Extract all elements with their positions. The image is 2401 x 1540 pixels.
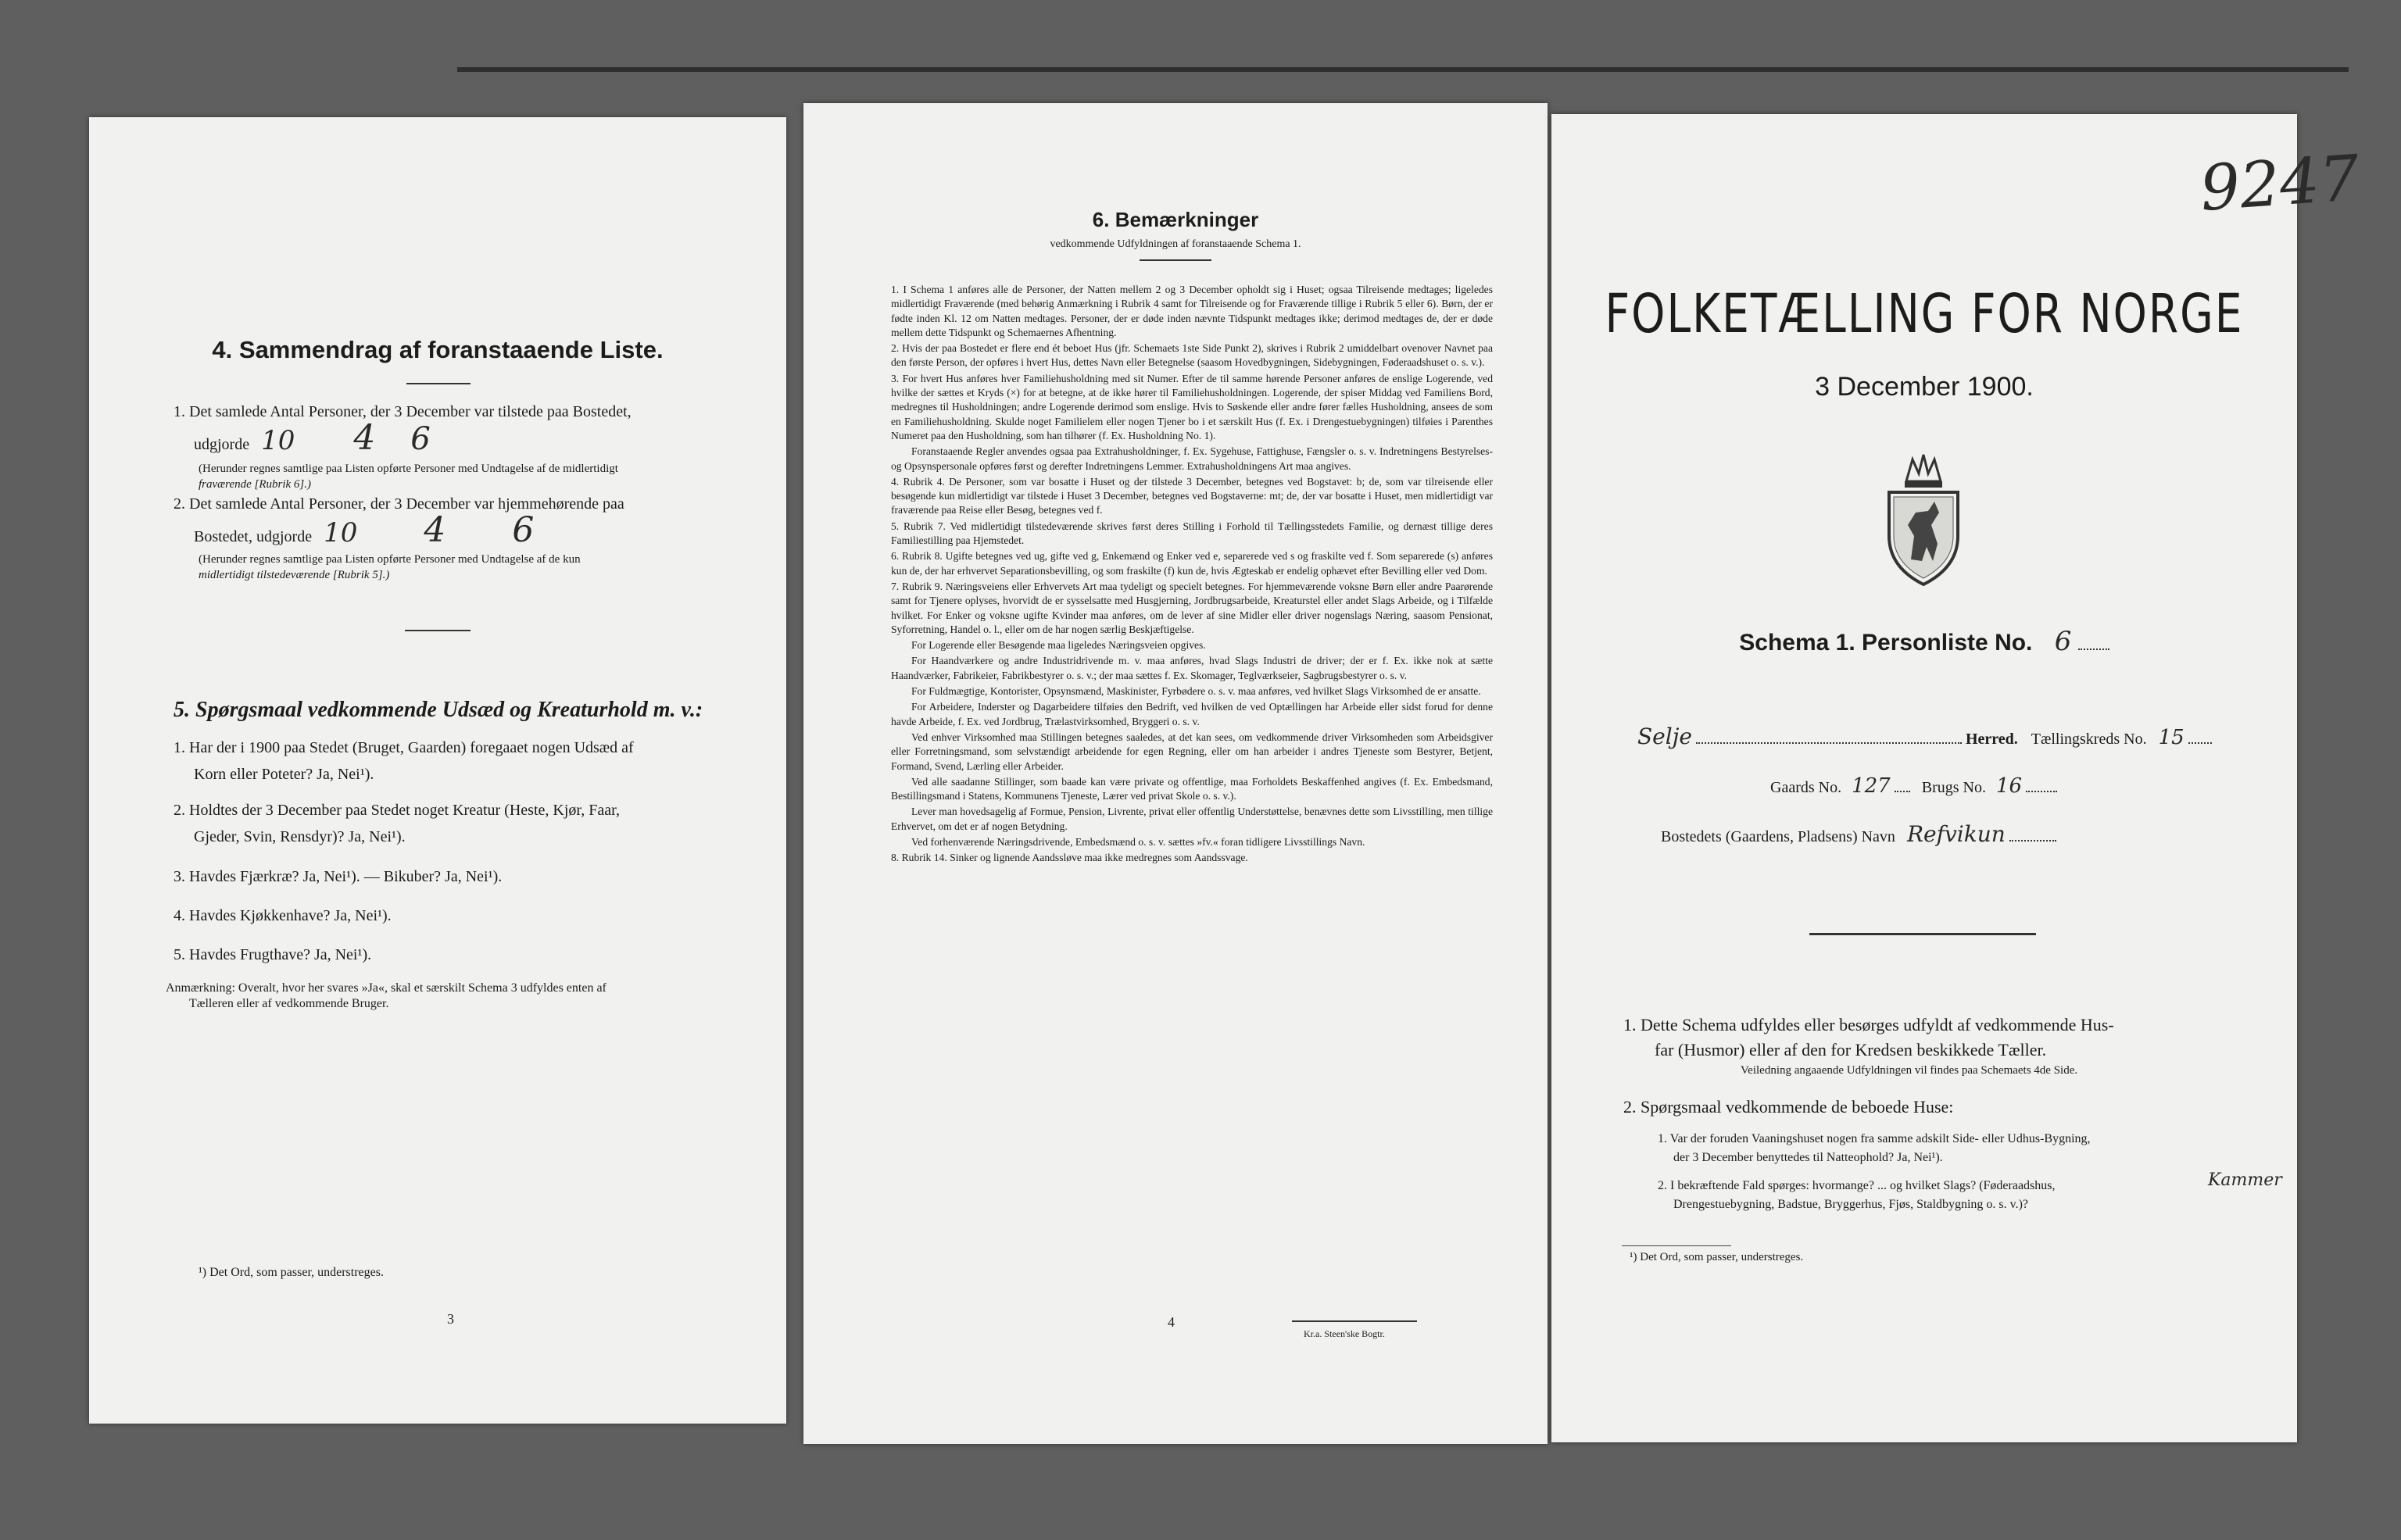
q2-line1: 2. Holdtes der 3 December paa Stedet noget Kreatur (Heste, Kjør, Faar, [174,802,620,819]
section4-end-rule [405,630,471,631]
remarks-title: 6. Bemærkninger [1092,208,1259,231]
section5-q2 [174,797,768,850]
item1-line1: 1. Det samlede Antal Personer, der 3 December var tilstede paa Bostedet, [174,403,632,420]
schema-hw-number: 6 [2054,626,2072,657]
inst2-q2-line1: 2. I bekræftende Fald spørges: hvormange? ... og hvilket Slags? (Føderaadshus, [1658,1179,2056,1192]
remark-paragraph: Lever man hovedsagelig af Formue, Pension, Livrente, privat eller offentlig Understøttelse, benævnes dette som Livsstilling, men tillige Erhvervet, om det er af nogen Betydning. [891,806,1493,832]
remark-paragraph: Ved enhver Virksomhed maa Stillingen betegnes saaledes, at det kan sees, om vedkommende driver Virksomheden som Arbeidsgiver eller Forretningsmand, som selvstændigt arbeidende for egen Regning, eller om han arbeider i andres Tjeneste som Bestyrer, Betjent, Formand, Svend, Lærling eller Arbeider. [891,731,1493,772]
section5-q3: 3. Havdes Fjærkræ? Ja, Nei¹). — Bikuber? Ja, Nei¹). [174,868,503,885]
item1-note-line1: (Herunder regnes samtlige paa Listen opførte Personer med Undtagelse af de midlertidigt [199,463,618,475]
remark-paragraph: 6. Rubrik 8. Ugifte betegnes ved ug, gifte ved g, Enkemænd og Enker ved e, separerede ved s og fraskilte ved f. Som separerede (s) anføres kun de, der har erhvervet Separationsbevilling, og som fraskilte (f) kun de, hvis Ægteskab er endelig ophævet efter Bevilling eller ved Dom. [891,550,1493,577]
gaards-hw: 127 [1852,774,1891,798]
item2-note-line2: midlertidigt tilstedeværende [Rubrik 5].) [199,569,390,581]
note-line1: Anmærkning: Overalt, hvor her svares »Ja«, skal et særskilt Schema 3 udfyldes enten af [166,981,607,995]
brugs-hw: 16 [1995,774,2023,798]
remark-paragraph: For Arbeidere, Inderster og Dagarbeidere tilføies den Bedrift, ved hvilken de ved Optællingen har Arbeide eller sidst forud for denne havde Arbeide, f. Ex. ved Jordbrug, Trælastvirksomhed, Bryggeri o. s. v. [891,701,1493,727]
item2-hw-total: 10 [324,517,358,548]
section5-q5: 5. Havdes Frugthave? Ja, Nei¹). [174,946,372,963]
section5-q4: 4. Havdes Kjøkkenhave? Ja, Nei¹). [174,907,392,924]
section4-item1 [174,398,744,458]
gaards-line [1770,774,2057,798]
coat-of-arms-icon [1877,450,1970,591]
section5-title: 5. Spørgsmaal vedkommende Udsæd og Kreaturhold m. v.: [174,698,703,722]
kreds-label: Tællingskreds No. [2031,731,2147,748]
schema-line [1551,626,2297,657]
instruction-1 [1623,1013,2264,1078]
item1-label: udgjorde [194,436,250,453]
inst2-hw: Kammer [2208,1170,2282,1190]
note-line2: Tælleren eller af vedkommende Bruger. [189,997,389,1010]
item1-hw-b: 6 [410,421,431,457]
remark-paragraph: For Haandværkere og andre Industridrivende m. v. maa anføres, hvad Slags Industri de driver; der er f. Ex. ikke nok at sætte Haandværker, Fabrikeier, Fabrikbestyrer o. s. v.; der maa sættes f. Ex. Skomager, Teglværkseier, Sagbrugsbestyrer o. s. v. [891,655,1493,681]
census-date: 3 December 1900. [1815,372,2034,402]
printer-rule [1292,1320,1417,1322]
inst2-q1-line1: 1. Var der foruden Vaaningshuset nogen fra samme adskilt Side- eller Udhus-Bygning, [1658,1132,2091,1145]
remark-paragraph: For Fuldmægtige, Kontorister, Opsynsmænd, Maskinister, Fyrbødere o. s. v. maa anføres, ved hvilket Slags Virksomhed de er ansatte. [911,685,1481,698]
instruction-2-q1 [1658,1130,2267,1167]
right-footnote: ¹) Det Ord, som passer, understreges. [1630,1251,1804,1263]
divider-rule [1809,933,2036,935]
remark-paragraph: 8. Rubrik 14. Sinker og lignende Aandssløve maa ikke medregnes som Aandssvage. [891,852,1248,864]
section5-q1 [174,734,768,788]
herred-line [1637,724,2231,749]
item2-note [199,552,746,583]
left-page-number: 3 [447,1311,454,1327]
remark-paragraph: 2. Hvis der paa Bostedet er flere end ét beboet Hus (jfr. Schemaets 1ste Side Punkt 2), skrives i Rubrik 2 umiddelbart ovenover Navnet paa den første Person, der opføres i hvert Hus, dettes Navn eller Betegnelse (saasom Hovedbygningen, Sidebygningen, Føderaadshuset o. s. v.). [891,342,1493,369]
gaards-label: Gaards No. [1770,779,1842,796]
remarks-body [891,283,1493,867]
remark-paragraph: For Logerende eller Besøgende maa ligeledes Næringsveien opgives. [911,639,1206,652]
section4-item2 [174,491,744,550]
item1-note-line2: fraværende [Rubrik 6].) [199,478,312,491]
remark-paragraph: 1. I Schema 1 anføres alle de Personer, der Natten mellem 2 og 3 December opholdt sig i Huset; ogsaa Tilreisende medtages; ligeledes midlertidigt Fraværende (med behørig Anmærkning i Rubrik 4 samt for Tilreisende og for Fraværende tillige i Rubrik 5 eller 6). Børn, der er fødte inden Kl. 12 om Natten medtages. Personer, der er døde inden nævnte Tidspunkt medtages ikke; derimod medtages de, der er døde mellem dette Tidspunkt og Schemaernes Afhentning. [891,284,1493,338]
q1-line2: Korn eller Poteter? Ja, Nei¹). [194,766,374,783]
remark-paragraph: Ved alle saadanne Stillinger, som baade kan være private og offentlige, maa Forholdets Beskaffenhed angives (f. Ex. Embedsmand, Bestillingsmand i Statens, Kommunens Tjeneste, Lærer ved privat Skole o. s. v.). [891,775,1493,802]
remark-paragraph: 3. For hvert Hus anføres hver Familiehusholdning med sit Numer. Efter de til samme hørende Personer anføres de enslige Logerende, ved hvilke der sættes et Kryds (×) for at betegne, at de ikke hører til Familiehusholdningen. Logerende, der spiser Middag ved Familiens Bord, medregnes til Husholdningen; andre Logerende derimod som enslige. Hvis to Søskende eller andre fører fælles Husholdning, ansees de som en Familiehusholdning. Skulde noget Familielem eller nogen Tjener bo i et særskilt Hus (f. Ex. i Drengestuebygningen) tilføies i Parenthes Numeret paa den Husholdning, som han tilhører (f. Ex. Husholdning No. 1). [891,372,1493,441]
remark-paragraph: 4. Rubrik 4. De Personer, som var bosatte i Huset og der tilstede 3 December, betegnes ved Bogstavet: b; de, som var tilreisende eller besøgende kun midlertidigt var tilstede i Huset 3 December, betegnes ved Bogstaverne: mt; de, der var bosatte i Huset, men midlertidigt var fraværende paa Reise eller Besøg, betegnes ved f. [891,475,1493,516]
remark-paragraph: 7. Rubrik 9. Næringsveiens eller Erhvervets Art maa tydeligt og specielt betegnes. For hjemmeværende voksne Børn eller andre Paarørende samt for Tjenere oplyses, hvorvidt de er sysselsatte med Husgjerning, Jordbrugsarbeide, Kreaturstel eller andet Slags Arbeide, og i Tilfælde hvilket. For Enker og voksne ugifte Kvinder maa anføres, om de lever af sine Midler eller driver nogenslags Næring, saasom Pensionat, Syforretning, Handel o. l., eller om de har nogen særlig Beskjæftigelse. [891,580,1493,635]
item2-line1: 2. Det samlede Antal Personer, der 3 December var hjemmehørende paa [174,495,624,513]
q2-line2: Gjeder, Svin, Rensdyr)? Ja, Nei¹). [194,828,406,845]
remark-paragraph: Foranstaaende Regler anvendes ogsaa paa Extrahusholdninger, f. Ex. Sygehuse, Fattighuse, Fængsler o. s. v. Indretningens Bestyrelses- og Opsynspersonale opføres først og derefter Indretningens Lemmer. Extrahusholdningens Art maa angives. [891,445,1493,472]
item1-hw-a: 4 [353,418,376,458]
remarks-rule [1140,259,1211,261]
page-middle [803,103,1548,1444]
item2-label: Bostedet, udgjorde [194,528,313,545]
instruction-2-q2 [1658,1177,2283,1214]
bosted-label: Bostedets (Gaardens, Pladsens) Navn [1661,828,1895,845]
item2-note-line1: (Herunder regnes samtlige paa Listen opførte Personer med Undtagelse af de kun [199,553,581,566]
bosted-hw: Refvikun [1906,821,2006,847]
top-binding-line [457,67,2349,72]
item1-hw-total: 10 [261,425,295,456]
archive-number: 9247 [2198,141,2362,225]
item1-note [199,461,746,492]
remarks-subtitle: vedkommende Udfyldningen af foranstaaende Schema 1. [1050,238,1301,250]
inst1-line1: 1. Dette Schema udfyldes eller besørges udfyldt af vedkommende Hus- [1623,1015,2114,1034]
page-right [1551,114,2362,1442]
bosted-line [1661,821,2056,847]
left-footnote: ¹) Det Ord, som passer, understreges. [199,1266,384,1279]
remark-paragraph: Ved forhenværende Næringsdrivende, Embedsmænd o. s. v. sættes »fv.« foran tidligere Livsstillings Navn. [911,835,1365,848]
page-left [89,117,786,1424]
instruction-2: 2. Spørgsmaal vedkommende de beboede Huse: [1623,1097,1954,1117]
census-title: FOLKETÆLLING FOR NORGE [1605,282,2244,345]
section4-rule [406,383,471,384]
herred-hw: Selje [1637,724,1692,749]
item2-line2 [174,510,744,550]
q1-line1: 1. Har der i 1900 paa Stedet (Bruget, Gaarden) foregaaet nogen Udsæd af [174,739,634,756]
section5-note [166,981,760,1012]
item2-hw-b: 6 [512,510,535,550]
middle-page-number: 4 [1168,1314,1175,1330]
inst1-note: Veiledning angaaende Udfyldningen vil findes paa Schemaets 4de Side. [1741,1064,2078,1077]
footnote-rule [1622,1245,1731,1246]
schema-label: Schema 1. Personliste No. [1739,630,2033,656]
item1-line2 [174,418,744,458]
inst2-q1-line2: der 3 December benyttedes til Natteophold? Ja, Nei¹). [1673,1151,1943,1164]
remark-paragraph: 5. Rubrik 7. Ved midlertidigt tilstedeværende skrives først deres Stilling i Forhold til Tællingsstedets Familie, og dernæst tillige deres Familiestilling paa Hjemstedet. [891,520,1493,547]
item2-hw-a: 4 [424,510,446,550]
kreds-hw: 15 [2158,726,2185,749]
inst2-q2-line2: Drengestuebygning, Badstue, Bryggerhus, Fjøs, Staldbygning o. s. v.)? [1673,1198,2029,1211]
herred-label: Herred. [1965,731,2018,748]
inst1-line2: far (Husmor) eller af den for Kredsen beskikkede Tæller. [1655,1040,2047,1059]
brugs-label: Brugs No. [1921,779,1986,796]
section4-title: 4. Sammendrag af foranstaaende Liste. [212,336,664,363]
printer-mark: Kr.a. Steen'ske Bogtr. [1304,1328,1385,1339]
